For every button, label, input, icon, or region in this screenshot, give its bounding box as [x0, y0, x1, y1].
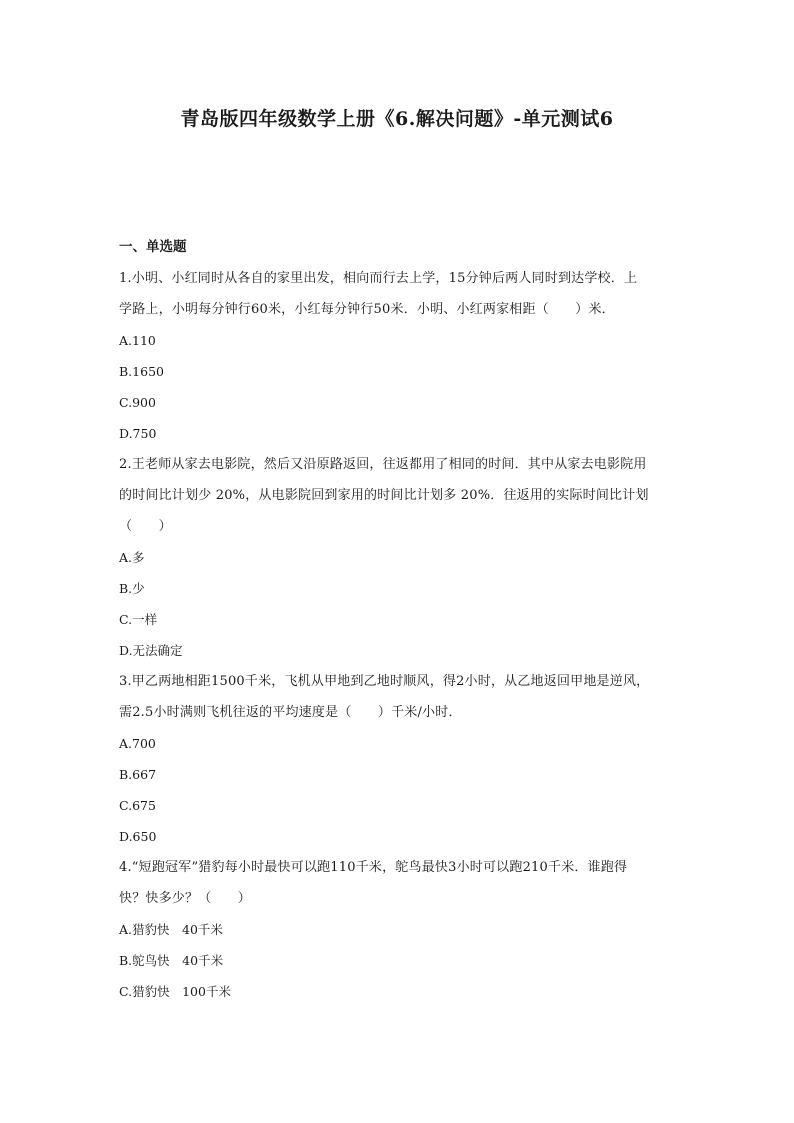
question-2-option-a: A.多 [119, 550, 145, 565]
question-2-line-3: （ ） [119, 519, 172, 534]
question-4-option-b: B.鸵鸟快 40千米 [119, 953, 224, 968]
question-1-option-c: C.900 [119, 395, 156, 410]
question-1-line-2: 学路上，小明每分钟行60米，小红每分钟行50米．小明、小红两家相距（ ）米． [119, 302, 615, 317]
question-2-option-d: D.无法确定 [119, 643, 183, 658]
question-4 [119, 852, 685, 1007]
question-2-option-c: C.一样 [119, 612, 158, 627]
question-4-line-1: 4.“短跑冠军”猎豹每小时最快可以跑110千米，鸵鸟最快3小时可以跑210千米．谁跑得 [119, 860, 628, 875]
question-3-line-2: 需2.5小时满则飞机往返的平均速度是（ ）千米/小时． [119, 705, 462, 720]
document-title: 青岛版四年级数学上册《6.解决问题》-单元测试6 [180, 108, 614, 130]
question-3-line-1: 3.甲乙两地相距1500千米，飞机从甲地到乙地时顺风，得2小时，从乙地返回甲地是逆风， [119, 674, 650, 689]
question-3-option-b: B.667 [119, 767, 157, 782]
question-2 [119, 449, 685, 666]
question-3-option-d: D.650 [119, 829, 157, 844]
question-3-option-c: C.675 [119, 798, 156, 813]
question-1-option-b: B.1650 [119, 364, 164, 379]
question-4-line-2: 快？快多少？（ ） [119, 891, 252, 906]
document-body [119, 232, 685, 1007]
question-3 [119, 666, 685, 852]
question-1 [119, 263, 685, 449]
question-1-line-1: 1.小明、小红同时从各自的家里出发，相向而行去上学，15分钟后两人同时到达学校．上 [119, 271, 638, 286]
question-2-option-b: B.少 [119, 581, 145, 596]
question-2-line-2: 的时间比计划少 20%，从电影院回到家用的时间比计划多 20%．往返用的实际时间比计划 [119, 488, 649, 503]
question-1-option-d: D.750 [119, 426, 157, 441]
question-4-option-c: C.猎豹快 100千米 [119, 984, 231, 999]
question-3-option-a: A.700 [119, 736, 156, 751]
section-heading: 一、单选题 [119, 239, 187, 255]
question-4-option-a: A.猎豹快 40千米 [119, 922, 223, 937]
question-1-option-a: A.110 [119, 333, 156, 348]
question-2-line-1: 2.王老师从家去电影院，然后又沿原路返回，往返都用了相同的时间．其中从家去电影院用 [119, 457, 647, 472]
